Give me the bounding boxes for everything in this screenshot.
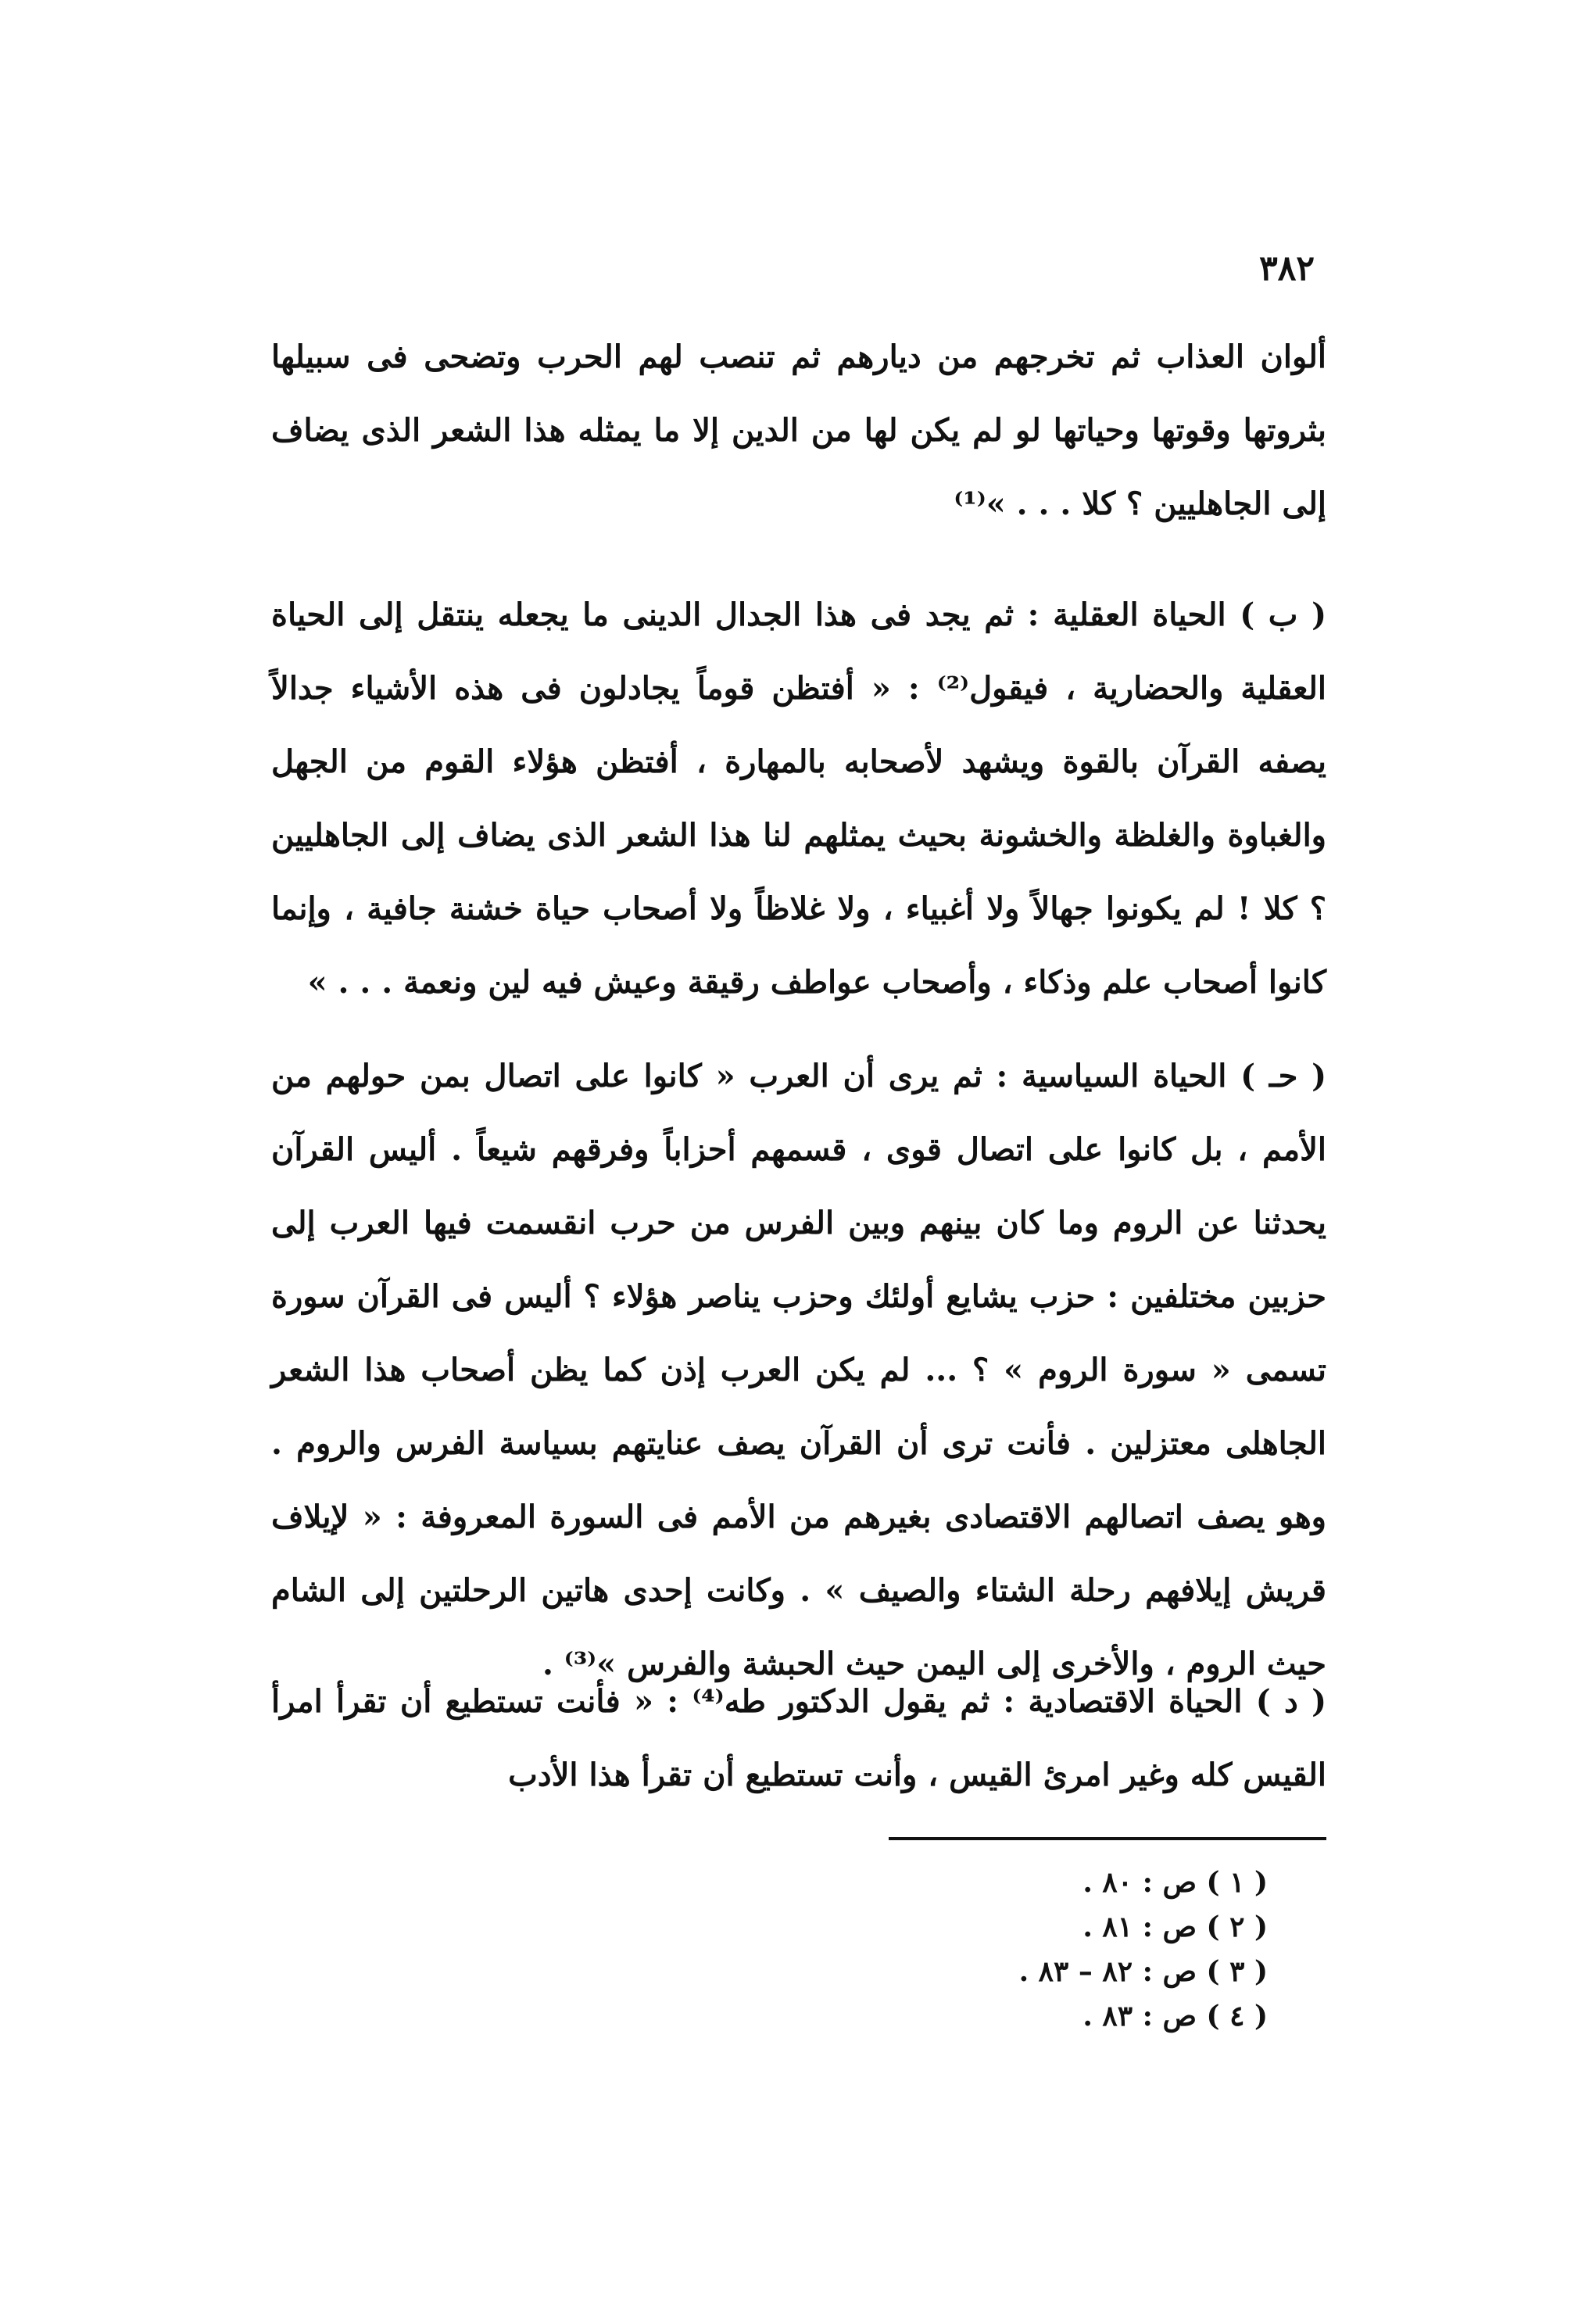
paragraph-text: ( د ) الحياة الاقتصادية : ثم يقول الدكتور طه⁽⁴⁾ : « فأنت تستطيع أن تقرأ امرأ القيس كله وغير امرئ القيس ، وأنت تستطيع أن تقرأ هذا الأدب (271, 1683, 1326, 1793)
paragraph-political-life (271, 1040, 1326, 1701)
paragraph-text: ألوان العذاب ثم تخرجهم من ديارهم ثم تنصب لهم الحرب وتضحى فى سبيلها بثروتها وقوتها وحياتها لو لم يكن لها من الدين إلا ما يمثله هذا الشعر الذى يضاف إلى الجاهليين ؟ كلا . . . »⁽¹⁾ (271, 338, 1326, 522)
footnote-4: ( ٤ ) ص : ٨٣ . (1082, 2000, 1268, 2033)
page-number: ٣٨٢ (1259, 249, 1315, 288)
footnote-2: ( ٢ ) ص : ٨١ . (1082, 1911, 1268, 1943)
footnote-3: ( ٣ ) ص : ٨٢ – ٨٣ . (1018, 1955, 1268, 1988)
footnotes (1019, 1861, 1268, 2039)
paragraph-intellectual-life (271, 578, 1326, 1019)
paragraph-text: ( ب ) الحياة العقلية : ثم يجد فى هذا الجدال الدينى ما يجعله ينتقل إلى الحياة العقلية والحضارية ، فيقول⁽²⁾ : « أفتظن قوماً يجادلون فى هذه الأشياء جدالاً يصفه القرآن بالقوة ويشهد لأصحابه بالمهارة ، أفتظن هؤلاء القوم من الجهل والغباوة والغلظة والخشونة بحيث يمثلهم لنا هذا الشعر الذى يضاف إلى الجاهليين ؟ كلا ! لم يكونوا جهالاً ولا أغبياء ، ولا غلاظاً ولا أصحاب حياة خشنة جافية ، وإنما كانوا أصحاب علم وذكاء ، وأصحاب عواطف رقيقة وعيش فيه لين ونعمة . . . » (271, 596, 1326, 1001)
footnote-divider (889, 1837, 1326, 1840)
paragraph-text: ( حـ ) الحياة السياسية : ثم يرى أن العرب « كانوا على اتصال بمن حولهم من الأمم ، بل كانوا على اتصال قوى ، قسمهم أحزاباً وفرقهم شيعاً . أليس القرآن يحدثنا عن الروم وما كان بينهم وبين الفرس من حرب انقسمت فيها العرب إلى حزبين مختلفين : حزب يشايع أولئك وحزب يناصر هؤلاء ؟ أليس فى القرآن سورة تسمى « سورة الروم » ؟ ... لم يكن العرب إذن كما يظن أصحاب هذا الشعر الجاهلى معتزلين . فأنت ترى أن القرآن يصف عنايتهم بسياسة الفرس والروم . وهو يصف اتصالهم الاقتصادى بغيرهم من الأمم فى السورة المعروفة : « لإيلاف قريش إيلافهم رحلة الشتاء والصيف » . وكانت إحدى هاتين الرحلتين إلى الشام حيث الروم ، والأخرى إلى اليمن حيث الحبشة والفرس »⁽³⁾ . (271, 1058, 1326, 1682)
paragraph-continuation (271, 321, 1326, 541)
paragraph-economic-life (271, 1665, 1326, 1812)
footnote-1: ( ١ ) ص : ٨٠ . (1082, 1866, 1268, 1899)
